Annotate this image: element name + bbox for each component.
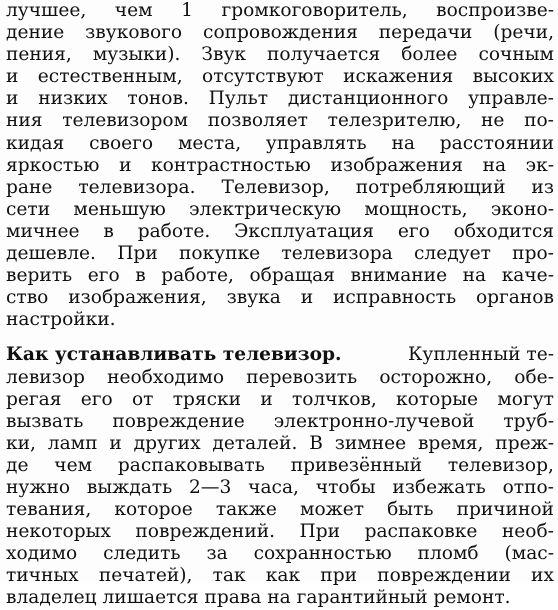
word: необ- [501, 521, 554, 543]
text-line [6, 110, 554, 132]
word: и [109, 432, 122, 454]
word: Звук [201, 44, 247, 66]
line-text [6, 199, 554, 221]
word: чтобы [315, 476, 376, 498]
line-text [6, 455, 554, 477]
word: меньшую [73, 198, 166, 220]
word: чем [114, 0, 153, 21]
word: так [212, 565, 246, 587]
word: причиной [456, 499, 554, 521]
word: распаковке [364, 521, 478, 543]
paragraph-audio-and-purchase [6, 0, 554, 331]
word: толчков, [292, 388, 377, 410]
word: ки, [6, 432, 36, 454]
word: избежать [392, 476, 486, 498]
word: следует [413, 243, 491, 265]
word: следить [103, 543, 181, 565]
word: сочным [478, 44, 554, 66]
word: громкоговоритель, [221, 0, 408, 21]
word: ламп [47, 432, 98, 454]
text-line [6, 587, 554, 609]
word: пения, [6, 44, 72, 66]
text-line [6, 433, 554, 455]
word: При [299, 521, 341, 543]
word: за [206, 543, 228, 565]
word: их [531, 565, 554, 587]
word: про- [512, 243, 554, 265]
word: сохранностью [253, 543, 392, 565]
text-line [6, 133, 554, 155]
word: обе- [514, 366, 554, 388]
line-text: владелец лишается права на гарантийный ремонт. [6, 587, 511, 609]
text-line [6, 221, 554, 243]
word: чем [54, 454, 93, 476]
word: повреждении [377, 565, 511, 587]
line-text [6, 367, 554, 389]
word: эк- [525, 154, 554, 176]
text-line [6, 0, 554, 22]
word: позволяет [207, 110, 308, 132]
line-text [6, 0, 554, 22]
text-line [6, 411, 554, 433]
word: его [80, 388, 113, 410]
word: из [531, 176, 554, 198]
word: левизор [6, 366, 85, 388]
paragraph-spacing [6, 331, 554, 344]
word: как [265, 565, 301, 587]
text-line [6, 265, 554, 287]
word: печатей), [98, 565, 193, 587]
text-line [6, 344, 554, 366]
word: в [103, 220, 114, 242]
word: ния [6, 110, 43, 132]
line-text [6, 177, 554, 199]
line-text [6, 521, 554, 543]
word: часа, [248, 476, 299, 498]
word: могут [497, 388, 554, 410]
word: управле- [468, 88, 554, 110]
word: тевания, [6, 499, 92, 521]
word: изображения, [68, 287, 207, 309]
word: (мас- [504, 543, 554, 565]
word: время, [417, 432, 484, 454]
word: телезрителю, [327, 110, 462, 132]
text-line [6, 88, 554, 110]
line-text [6, 133, 554, 155]
text-line [6, 455, 554, 477]
word: не [481, 110, 505, 132]
word: может [299, 499, 365, 521]
word: музыки). [92, 44, 181, 66]
word: его [87, 265, 120, 287]
word: обращая [249, 265, 335, 287]
word: также [215, 499, 277, 521]
word: при [320, 565, 357, 587]
text-line [6, 543, 554, 565]
word: на [462, 265, 487, 287]
word: привезённый [290, 454, 422, 476]
word: высоких [472, 66, 554, 88]
line-text: Купленный те- [408, 344, 554, 366]
line-text [6, 477, 554, 499]
word: и [6, 66, 19, 88]
word: и [119, 154, 132, 176]
word: повреждений. [135, 521, 276, 543]
section-heading: Как устанавливать телевизор. [6, 344, 342, 366]
line-text [6, 155, 554, 177]
word: каче- [501, 265, 554, 287]
word: осторожно, [379, 366, 493, 388]
text-line [6, 287, 554, 309]
text-line [6, 22, 554, 44]
word: на [482, 154, 507, 176]
text-line [6, 177, 554, 199]
word: своего [89, 132, 154, 154]
word: телевизором [62, 110, 189, 132]
word: которые [396, 388, 479, 410]
word: места, [177, 132, 242, 154]
word: воспроизве- [436, 0, 554, 21]
word: от [131, 388, 154, 410]
word: телевизора. [78, 176, 196, 198]
word: (речи, [493, 22, 554, 44]
text-line [6, 477, 554, 499]
word: искажения [343, 66, 454, 88]
word: передачи [378, 22, 473, 44]
word: телевизора [281, 243, 393, 265]
word: покупке [178, 243, 261, 265]
word: телевизор, [447, 454, 554, 476]
word: звукового [85, 22, 183, 44]
word: звука [226, 287, 281, 309]
line-text [6, 88, 554, 110]
word: отпо- [502, 476, 554, 498]
word: мичнее [6, 220, 80, 242]
word: работе, [161, 265, 234, 287]
word: низких [38, 88, 108, 110]
text-line [6, 565, 554, 587]
word: 2—3 [189, 476, 232, 498]
word: более [401, 44, 458, 66]
line-text [6, 433, 554, 455]
line-text [6, 389, 554, 411]
word: перевозить [246, 366, 358, 388]
word: расстоянии [439, 132, 554, 154]
word: При [117, 243, 158, 265]
word: В [309, 432, 323, 454]
word: Телевизор, [221, 176, 330, 198]
word: дение [6, 22, 65, 44]
word: быть [387, 499, 434, 521]
word: верить [6, 265, 73, 287]
line-text [6, 66, 554, 88]
word: эконо- [490, 198, 554, 220]
word: получается [267, 44, 381, 66]
word: распаковывать [117, 454, 265, 476]
paragraph-installation [6, 344, 554, 609]
word: исправность [333, 287, 457, 309]
word: лучшее, [6, 0, 87, 21]
word: кидая [6, 132, 65, 154]
word: труб- [503, 410, 554, 432]
text-line [6, 499, 554, 521]
word: других [133, 432, 201, 454]
word: электрическую [189, 198, 342, 220]
word: которое [114, 499, 193, 521]
word: внимание [350, 265, 448, 287]
word: дешевле. [6, 243, 96, 265]
word: мощность, [364, 198, 468, 220]
text-line [6, 521, 554, 543]
word: и [6, 88, 19, 110]
word: повреждение [112, 410, 245, 432]
text-line [6, 243, 554, 265]
word: деталей. [212, 432, 298, 454]
text-line [6, 309, 554, 331]
line-text [6, 265, 554, 287]
word: органов [475, 287, 554, 309]
text-line [6, 44, 554, 66]
word: контрастностью [151, 154, 311, 176]
word: тонов. [127, 88, 189, 110]
word: сопровождения [203, 22, 358, 44]
line-text [6, 411, 554, 433]
word: ходимо [6, 543, 78, 565]
text-line [6, 66, 554, 88]
line-text [6, 110, 554, 132]
word: пломб [417, 543, 479, 565]
word: управлять [265, 132, 367, 154]
word: ране [6, 176, 53, 198]
word: обходится [453, 220, 554, 242]
text-column [6, 0, 554, 610]
word: вызвать [6, 410, 84, 432]
word: нужно [6, 476, 71, 498]
word: сети [6, 198, 51, 220]
word: потребляющий [355, 176, 506, 198]
line-text [6, 287, 554, 309]
word: ство [6, 287, 49, 309]
word: Эксплуатация [234, 220, 375, 242]
line-text [6, 565, 554, 587]
word: изображения [330, 154, 463, 176]
word: тряски [172, 388, 242, 410]
word: и [260, 388, 273, 410]
word: на [391, 132, 415, 154]
word: выждать [86, 476, 173, 498]
line-text [6, 543, 554, 565]
word: по- [524, 110, 554, 132]
word: де [6, 454, 29, 476]
word: преж- [495, 432, 554, 454]
text-line [6, 199, 554, 221]
word: некоторых [6, 521, 111, 543]
word: тичных [6, 565, 79, 587]
line-text [6, 44, 554, 66]
word: в [135, 265, 146, 287]
word: работе. [137, 220, 211, 242]
word: зимнее [334, 432, 407, 454]
text-line [6, 389, 554, 411]
word: электронно-лучевой [273, 410, 475, 432]
text-line [6, 155, 554, 177]
line-text: настройки. [6, 309, 116, 331]
line-text [6, 243, 554, 265]
line-text [6, 499, 554, 521]
line-text [6, 221, 554, 243]
line-text [6, 22, 554, 44]
word: и [300, 287, 314, 309]
word: яркостью [6, 154, 100, 176]
word: Пульт [208, 88, 269, 110]
word: дистанционного [287, 88, 449, 110]
word: естественным, [37, 66, 183, 88]
word: необходимо [107, 366, 225, 388]
word: регая [6, 388, 62, 410]
word: его [397, 220, 430, 242]
word: 1 [181, 0, 193, 21]
text-line [6, 367, 554, 389]
word: отсутствуют [202, 66, 324, 88]
